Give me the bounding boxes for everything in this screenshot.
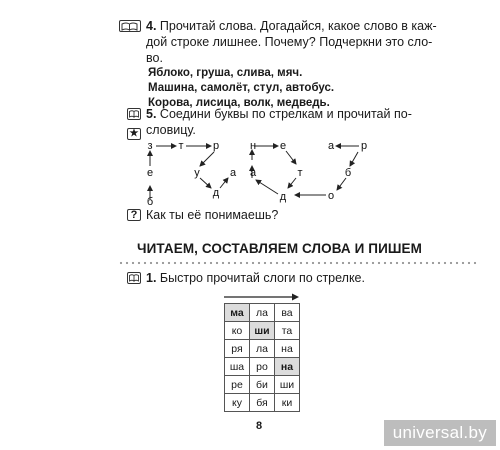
task4-text-line1: Прочитай слова. Догадайся, какое слово в каж- (159, 19, 437, 33)
puzzle-letter: н (249, 140, 257, 152)
syllable-cell: ва (275, 304, 300, 322)
syllable-cell: ря (225, 340, 250, 358)
syllable-cell: ро (250, 358, 275, 376)
puzzle-letter: у (194, 167, 200, 179)
task4-number: 4. (146, 19, 157, 33)
syllable-table (224, 303, 300, 412)
table-row (225, 358, 300, 376)
question-text: Как ты её понимаешь? (146, 208, 279, 222)
word-line: Корова, лисица, волк, медведь. (148, 97, 330, 109)
task5-instructions (146, 106, 476, 138)
table-row (225, 340, 300, 358)
task4-text-line2: дой строке лишнее. Почему? Подчеркни это сло- (146, 35, 433, 49)
syllable-cell: ши (275, 376, 300, 394)
task4-instructions (146, 18, 476, 66)
syllable-cell: ре (225, 376, 250, 394)
letter-arrow-puzzle (140, 138, 380, 206)
dotted-divider (118, 260, 480, 266)
puzzle-letter: б (344, 167, 352, 179)
syllable-cell: ку (225, 394, 250, 412)
table-row (225, 304, 300, 322)
syllable-cell: на (275, 340, 300, 358)
puzzle-letter: б (146, 196, 154, 206)
syllable-cell: ла (250, 304, 275, 322)
watermark-badge: universal.by (384, 420, 496, 446)
syllable-cell: ла (250, 340, 275, 358)
puzzle-letter: а (249, 167, 257, 179)
task1-number: 1. (146, 271, 157, 285)
syllable-cell: ши (250, 322, 275, 340)
section-title: ЧИТАЕМ, СОСТАВЛЯЕМ СЛОВА И ПИШЕМ (137, 241, 422, 256)
syllable-cell: ша (225, 358, 250, 376)
task5-text-line1: Соедини буквы по стрелкам и прочитай по- (159, 107, 412, 121)
task1-text: Быстро прочитай слоги по стрелке. (159, 271, 365, 285)
syllable-cell: ки (275, 394, 300, 412)
syllable-cell: та (275, 322, 300, 340)
task4-text-line3: во. (146, 51, 163, 65)
table-row (225, 376, 300, 394)
syllable-cell: бя (250, 394, 275, 412)
task5-text-line2: словицу. (146, 123, 196, 137)
syllable-cell: би (250, 376, 275, 394)
book-icon (127, 272, 141, 284)
syllable-cell: ма (225, 304, 250, 322)
question-mark-icon: ? (127, 209, 141, 221)
table-row (225, 322, 300, 340)
book-icon (127, 108, 141, 120)
task5-number: 5. (146, 107, 157, 121)
table-row (225, 394, 300, 412)
puzzle-letter: р (212, 140, 220, 152)
task1-instructions (146, 270, 365, 286)
syllable-cell: на (275, 358, 300, 376)
puzzle-letter: р (360, 140, 368, 152)
puzzle-letter: е (279, 140, 287, 152)
puzzle-letter: д (212, 187, 220, 199)
word-line: Яблоко, груша, слива, мяч. (148, 67, 303, 79)
puzzle-letter: а (229, 167, 237, 179)
task4-word-lines (148, 66, 334, 111)
puzzle-letter: а (327, 140, 335, 152)
puzzle-letter: е (146, 167, 154, 179)
puzzle-letter: з (147, 140, 153, 152)
puzzle-letter: т (297, 167, 303, 179)
puzzle-letter: д (279, 191, 287, 203)
reading-direction-arrow-icon (222, 292, 300, 302)
syllable-cell: ко (225, 322, 250, 340)
puzzle-letter: о (327, 190, 335, 202)
star-icon: ★ (127, 128, 141, 140)
book-pencil-icon (119, 20, 141, 32)
puzzle-letter: т (178, 140, 184, 152)
word-line: Машина, самолёт, стул, автобус. (148, 82, 335, 94)
page-number: 8 (256, 420, 263, 432)
